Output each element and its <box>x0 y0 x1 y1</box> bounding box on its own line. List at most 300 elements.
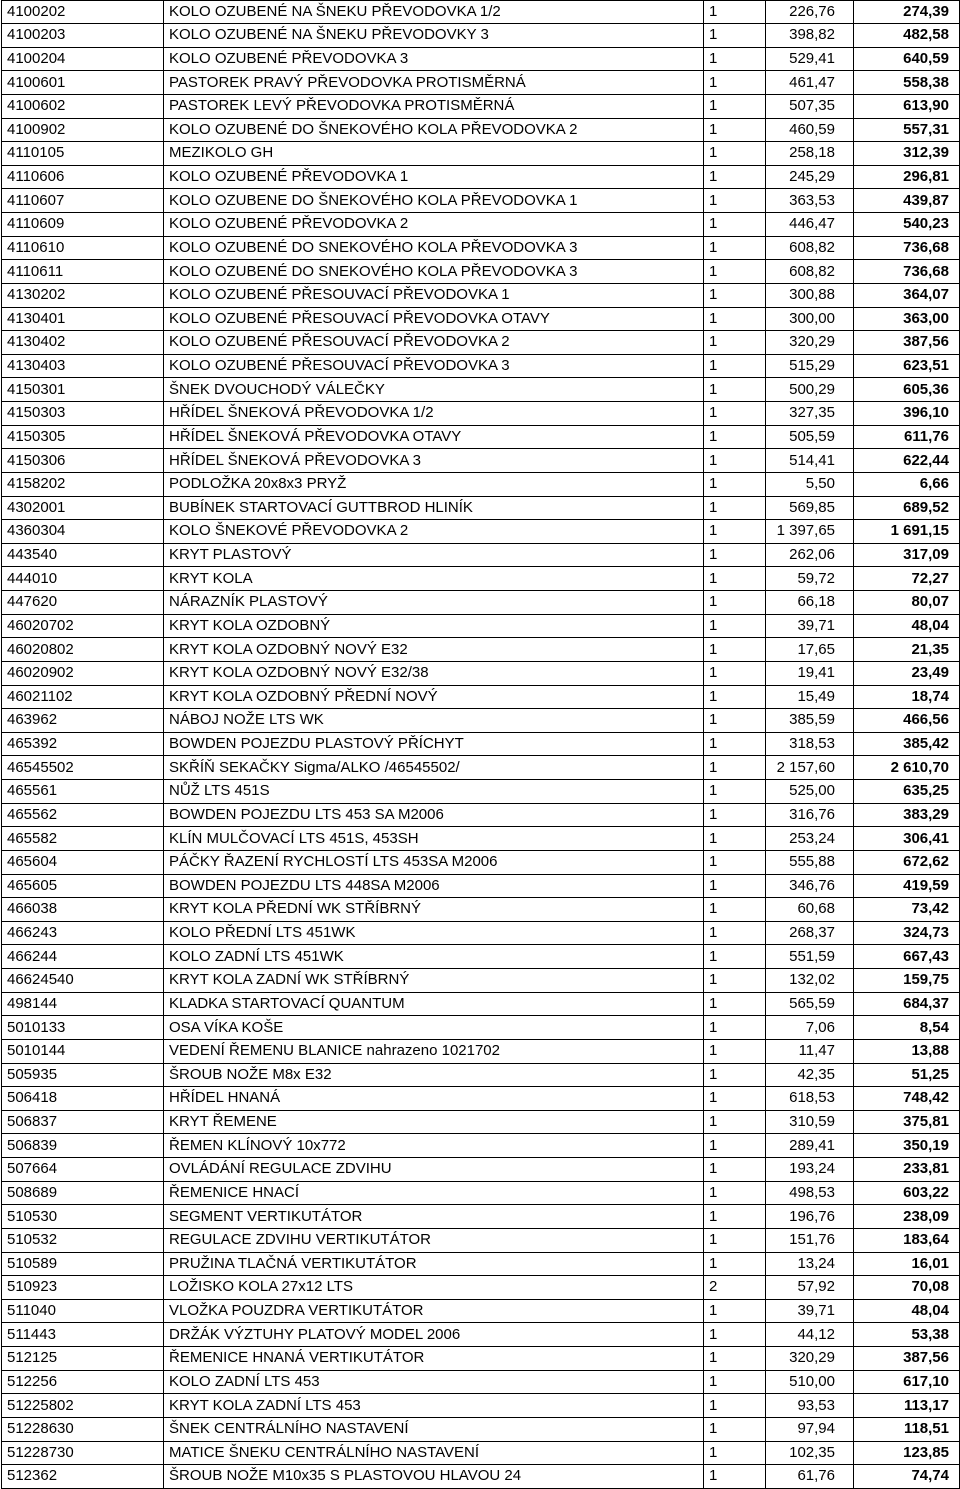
item-price-vat-cell: 396,10 <box>854 402 960 426</box>
table-row <box>2 1441 960 1465</box>
item-code-cell: 4100203 <box>2 24 164 48</box>
table-row <box>2 496 960 520</box>
table-row <box>2 71 960 95</box>
item-name-cell: KRYT ŘEMENE <box>164 1110 704 1134</box>
item-price-vat-cell: 387,56 <box>854 331 960 355</box>
table-row <box>2 992 960 1016</box>
item-code-cell: 512362 <box>2 1465 164 1489</box>
item-price-vat-cell: 640,59 <box>854 47 960 71</box>
item-code-cell: 46020802 <box>2 638 164 662</box>
item-price-vat-cell: 13,88 <box>854 1039 960 1063</box>
item-price-vat-cell: 635,25 <box>854 780 960 804</box>
item-price-cell: 507,35 <box>766 94 854 118</box>
item-price-vat-cell: 736,68 <box>854 260 960 284</box>
item-price-vat-cell: 118,51 <box>854 1417 960 1441</box>
item-code-cell: 4100602 <box>2 94 164 118</box>
table-row <box>2 567 960 591</box>
item-code-cell: 4100202 <box>2 1 164 24</box>
item-price-cell: 515,29 <box>766 354 854 378</box>
item-quantity-cell: 1 <box>704 283 766 307</box>
item-price-cell: 258,18 <box>766 142 854 166</box>
item-quantity-cell: 1 <box>704 354 766 378</box>
item-price-cell: 460,59 <box>766 118 854 142</box>
item-name-cell: MATICE ŠNEKU CENTRÁLNÍHO NASTAVENÍ <box>164 1441 704 1465</box>
item-quantity-cell: 1 <box>704 827 766 851</box>
item-name-cell: KOLO OZUBENÉ PŘEVODOVKA 1 <box>164 165 704 189</box>
item-name-cell: BOWDEN POJEZDU LTS 448SA M2006 <box>164 874 704 898</box>
item-price-cell: 245,29 <box>766 165 854 189</box>
item-quantity-cell: 1 <box>704 661 766 685</box>
item-price-vat-cell: 350,19 <box>854 1134 960 1158</box>
item-code-cell: 506837 <box>2 1110 164 1134</box>
item-price-cell: 498,53 <box>766 1181 854 1205</box>
item-code-cell: 4150305 <box>2 425 164 449</box>
item-code-cell: 4100204 <box>2 47 164 71</box>
item-price-cell: 1 397,65 <box>766 520 854 544</box>
item-code-cell: 51225802 <box>2 1394 164 1418</box>
item-quantity-cell: 1 <box>704 1347 766 1371</box>
item-price-vat-cell: 736,68 <box>854 236 960 260</box>
item-name-cell: ŘEMEN KLÍNOVÝ 10x772 <box>164 1134 704 1158</box>
table-row <box>2 378 960 402</box>
item-price-vat-cell: 324,73 <box>854 921 960 945</box>
item-quantity-cell: 1 <box>704 969 766 993</box>
item-price-cell: 316,76 <box>766 803 854 827</box>
item-code-cell: 4150303 <box>2 402 164 426</box>
item-quantity-cell: 1 <box>704 260 766 284</box>
item-quantity-cell: 2 <box>704 1276 766 1300</box>
item-name-cell: BOWDEN POJEZDU LTS 453 SA M2006 <box>164 803 704 827</box>
item-name-cell: OSA VÍKA KOŠE <box>164 1016 704 1040</box>
item-code-cell: 46021102 <box>2 685 164 709</box>
item-quantity-cell: 1 <box>704 1039 766 1063</box>
item-code-cell: 465582 <box>2 827 164 851</box>
item-price-cell: 327,35 <box>766 402 854 426</box>
item-price-vat-cell: 387,56 <box>854 1347 960 1371</box>
item-quantity-cell: 1 <box>704 1394 766 1418</box>
table-row <box>2 1417 960 1441</box>
item-quantity-cell: 1 <box>704 614 766 638</box>
item-name-cell: NÁBOJ NOŽE LTS WK <box>164 709 704 733</box>
item-price-vat-cell: 466,56 <box>854 709 960 733</box>
item-price-cell: 565,59 <box>766 992 854 1016</box>
item-price-cell: 320,29 <box>766 1347 854 1371</box>
item-price-cell: 618,53 <box>766 1087 854 1111</box>
item-code-cell: 4302001 <box>2 496 164 520</box>
item-quantity-cell: 1 <box>704 165 766 189</box>
table-row <box>2 520 960 544</box>
table-row <box>2 780 960 804</box>
item-name-cell: LOŽISKO KOLA 27x12 LTS <box>164 1276 704 1300</box>
table-row <box>2 898 960 922</box>
item-code-cell: 444010 <box>2 567 164 591</box>
item-price-cell: 151,76 <box>766 1228 854 1252</box>
item-code-cell: 4130403 <box>2 354 164 378</box>
item-name-cell: KRYT KOLA ZADNÍ LTS 453 <box>164 1394 704 1418</box>
item-quantity-cell: 1 <box>704 1370 766 1394</box>
item-code-cell: 465604 <box>2 850 164 874</box>
table-row <box>2 1205 960 1229</box>
table-row <box>2 827 960 851</box>
item-name-cell: ŠROUB NOŽE M8x E32 <box>164 1063 704 1087</box>
table-row <box>2 189 960 213</box>
table-row <box>2 709 960 733</box>
item-price-cell: 253,24 <box>766 827 854 851</box>
item-price-vat-cell: 622,44 <box>854 449 960 473</box>
item-quantity-cell: 1 <box>704 307 766 331</box>
item-price-cell: 61,76 <box>766 1465 854 1489</box>
item-quantity-cell: 1 <box>704 1016 766 1040</box>
price-table-body <box>2 1 960 1489</box>
item-price-cell: 608,82 <box>766 236 854 260</box>
table-row <box>2 1276 960 1300</box>
item-quantity-cell: 1 <box>704 1158 766 1182</box>
item-quantity-cell: 1 <box>704 378 766 402</box>
item-name-cell: VEDENÍ ŘEMENU BLANICE nahrazeno 1021702 <box>164 1039 704 1063</box>
item-code-cell: 4130402 <box>2 331 164 355</box>
item-code-cell: 51228630 <box>2 1417 164 1441</box>
item-code-cell: 4110607 <box>2 189 164 213</box>
item-price-cell: 13,24 <box>766 1252 854 1276</box>
item-price-vat-cell: 74,74 <box>854 1465 960 1489</box>
item-quantity-cell: 1 <box>704 1205 766 1229</box>
item-price-vat-cell: 383,29 <box>854 803 960 827</box>
item-code-cell: 511443 <box>2 1323 164 1347</box>
item-name-cell: SKŘÍŇ SEKAČKY Sigma/ALKO /46545502/ <box>164 756 704 780</box>
table-row <box>2 24 960 48</box>
item-quantity-cell: 1 <box>704 520 766 544</box>
item-name-cell: KOLO OZUBENÉ DO ŠNEKOVÉHO KOLA PŘEVODOVKA 2 <box>164 118 704 142</box>
item-price-cell: 11,47 <box>766 1039 854 1063</box>
table-row <box>2 945 960 969</box>
item-name-cell: ŠNEK DVOUCHODÝ VÁLEČKY <box>164 378 704 402</box>
item-price-vat-cell: 21,35 <box>854 638 960 662</box>
item-name-cell: KOLO OZUBENÉ PŘEVODOVKA 3 <box>164 47 704 71</box>
item-quantity-cell: 1 <box>704 1441 766 1465</box>
item-quantity-cell: 1 <box>704 94 766 118</box>
item-code-cell: 5010144 <box>2 1039 164 1063</box>
item-quantity-cell: 1 <box>704 402 766 426</box>
item-quantity-cell: 1 <box>704 1063 766 1087</box>
item-name-cell: KRYT PLASTOVÝ <box>164 543 704 567</box>
table-row <box>2 1087 960 1111</box>
table-row <box>2 449 960 473</box>
table-row <box>2 213 960 237</box>
item-price-vat-cell: 603,22 <box>854 1181 960 1205</box>
item-code-cell: 466244 <box>2 945 164 969</box>
item-name-cell: BUBÍNEK STARTOVACÍ GUTTBROD HLINÍK <box>164 496 704 520</box>
table-row <box>2 283 960 307</box>
item-price-cell: 461,47 <box>766 71 854 95</box>
item-price-vat-cell: 317,09 <box>854 543 960 567</box>
table-row <box>2 118 960 142</box>
item-name-cell: ŘEMENICE HNACÍ <box>164 1181 704 1205</box>
item-quantity-cell: 1 <box>704 1228 766 1252</box>
item-code-cell: 4110609 <box>2 213 164 237</box>
table-row <box>2 1039 960 1063</box>
item-price-vat-cell: 605,36 <box>854 378 960 402</box>
item-price-vat-cell: 1 691,15 <box>854 520 960 544</box>
item-name-cell: PÁČKY ŘAZENÍ RYCHLOSTÍ LTS 453SA M2006 <box>164 850 704 874</box>
item-name-cell: KOLO ŠNEKOVÉ PŘEVODOVKA 2 <box>164 520 704 544</box>
item-price-vat-cell: 540,23 <box>854 213 960 237</box>
item-code-cell: 4130202 <box>2 283 164 307</box>
table-row <box>2 614 960 638</box>
table-row <box>2 142 960 166</box>
item-code-cell: 510923 <box>2 1276 164 1300</box>
item-quantity-cell: 1 <box>704 1181 766 1205</box>
item-name-cell: KLADKA STARTOVACÍ QUANTUM <box>164 992 704 1016</box>
item-code-cell: 4110105 <box>2 142 164 166</box>
item-price-cell: 226,76 <box>766 1 854 24</box>
item-code-cell: 465605 <box>2 874 164 898</box>
item-price-vat-cell: 18,74 <box>854 685 960 709</box>
price-list-sheet <box>1 0 959 1489</box>
item-code-cell: 4158202 <box>2 472 164 496</box>
item-price-cell: 300,00 <box>766 307 854 331</box>
item-price-vat-cell: 672,62 <box>854 850 960 874</box>
item-price-vat-cell: 482,58 <box>854 24 960 48</box>
table-row <box>2 1370 960 1394</box>
item-price-cell: 66,18 <box>766 591 854 615</box>
item-code-cell: 46020902 <box>2 661 164 685</box>
item-name-cell: ŠROUB NOŽE M10x35 S PLASTOVOU HLAVOU 24 <box>164 1465 704 1489</box>
item-quantity-cell: 1 <box>704 1417 766 1441</box>
item-quantity-cell: 1 <box>704 236 766 260</box>
item-name-cell: KOLO OZUBENE DO ŠNEKOVÉHO KOLA PŘEVODOVKA 1 <box>164 189 704 213</box>
item-name-cell: KRYT KOLA ZADNÍ WK STŘÍBRNÝ <box>164 969 704 993</box>
item-name-cell: PASTOREK LEVÝ PŘEVODOVKA PROTISMĚRNÁ <box>164 94 704 118</box>
item-price-vat-cell: 611,76 <box>854 425 960 449</box>
item-quantity-cell: 1 <box>704 921 766 945</box>
item-price-vat-cell: 233,81 <box>854 1158 960 1182</box>
table-row <box>2 472 960 496</box>
item-name-cell: KRYT KOLA OZDOBNÝ PŘEDNÍ NOVÝ <box>164 685 704 709</box>
item-code-cell: 4100902 <box>2 118 164 142</box>
item-code-cell: 5010133 <box>2 1016 164 1040</box>
item-quantity-cell: 1 <box>704 898 766 922</box>
item-price-cell: 310,59 <box>766 1110 854 1134</box>
item-code-cell: 466038 <box>2 898 164 922</box>
item-price-vat-cell: 48,04 <box>854 614 960 638</box>
item-code-cell: 510589 <box>2 1252 164 1276</box>
price-table <box>1 0 960 1489</box>
item-price-cell: 608,82 <box>766 260 854 284</box>
item-price-vat-cell: 363,00 <box>854 307 960 331</box>
item-quantity-cell: 1 <box>704 1323 766 1347</box>
item-quantity-cell: 1 <box>704 638 766 662</box>
item-name-cell: KOLO OZUBENÉ NA ŠNEKU PŘEVODOVKA 1/2 <box>164 1 704 24</box>
item-name-cell: DRŽÁK VÝZTUHY PLATOVÝ MODEL 2006 <box>164 1323 704 1347</box>
item-code-cell: 4110606 <box>2 165 164 189</box>
item-price-vat-cell: 16,01 <box>854 1252 960 1276</box>
table-row <box>2 1465 960 1489</box>
item-price-vat-cell: 72,27 <box>854 567 960 591</box>
item-name-cell: KRYT KOLA OZDOBNÝ NOVÝ E32 <box>164 638 704 662</box>
item-price-cell: 5,50 <box>766 472 854 496</box>
table-row <box>2 1181 960 1205</box>
item-name-cell: PASTOREK PRAVÝ PŘEVODOVKA PROTISMĚRNÁ <box>164 71 704 95</box>
item-quantity-cell: 1 <box>704 213 766 237</box>
table-row <box>2 685 960 709</box>
table-row <box>2 969 960 993</box>
item-code-cell: 51228730 <box>2 1441 164 1465</box>
item-name-cell: OVLÁDÁNÍ REGULACE ZDVIHU <box>164 1158 704 1182</box>
item-price-vat-cell: 48,04 <box>854 1299 960 1323</box>
table-row <box>2 307 960 331</box>
table-row <box>2 1323 960 1347</box>
item-price-cell: 320,29 <box>766 331 854 355</box>
item-price-cell: 39,71 <box>766 1299 854 1323</box>
item-quantity-cell: 1 <box>704 1465 766 1489</box>
table-row <box>2 921 960 945</box>
item-price-vat-cell: 558,38 <box>854 71 960 95</box>
item-code-cell: 46545502 <box>2 756 164 780</box>
item-price-vat-cell: 385,42 <box>854 732 960 756</box>
table-row <box>2 661 960 685</box>
item-code-cell: 507664 <box>2 1158 164 1182</box>
item-quantity-cell: 1 <box>704 496 766 520</box>
item-quantity-cell: 1 <box>704 24 766 48</box>
item-quantity-cell: 1 <box>704 756 766 780</box>
item-code-cell: 465562 <box>2 803 164 827</box>
item-price-cell: 42,35 <box>766 1063 854 1087</box>
item-price-cell: 39,71 <box>766 614 854 638</box>
item-code-cell: 466243 <box>2 921 164 945</box>
item-price-cell: 318,53 <box>766 732 854 756</box>
item-name-cell: BOWDEN POJEZDU PLASTOVÝ PŘÍCHYT <box>164 732 704 756</box>
table-row <box>2 803 960 827</box>
item-price-vat-cell: 667,43 <box>854 945 960 969</box>
item-quantity-cell: 1 <box>704 472 766 496</box>
item-name-cell: KOLO OZUBENÉ PŘESOUVACÍ PŘEVODOVKA 2 <box>164 331 704 355</box>
item-quantity-cell: 1 <box>704 331 766 355</box>
item-quantity-cell: 1 <box>704 945 766 969</box>
item-code-cell: 4360304 <box>2 520 164 544</box>
table-row <box>2 165 960 189</box>
item-name-cell: KOLO OZUBENÉ NA ŠNEKU PŘEVODOVKY 3 <box>164 24 704 48</box>
table-row <box>2 1016 960 1040</box>
item-price-cell: 268,37 <box>766 921 854 945</box>
item-name-cell: KRYT KOLA OZDOBNÝ <box>164 614 704 638</box>
item-price-vat-cell: 439,87 <box>854 189 960 213</box>
item-price-vat-cell: 364,07 <box>854 283 960 307</box>
item-price-cell: 97,94 <box>766 1417 854 1441</box>
item-price-vat-cell: 238,09 <box>854 1205 960 1229</box>
item-price-vat-cell: 113,17 <box>854 1394 960 1418</box>
item-name-cell: KOLO PŘEDNÍ LTS 451WK <box>164 921 704 945</box>
item-code-cell: 4150301 <box>2 378 164 402</box>
item-code-cell: 4100601 <box>2 71 164 95</box>
item-quantity-cell: 1 <box>704 71 766 95</box>
item-name-cell: MEZIKOLO GH <box>164 142 704 166</box>
item-quantity-cell: 1 <box>704 874 766 898</box>
item-price-cell: 17,65 <box>766 638 854 662</box>
item-price-vat-cell: 70,08 <box>854 1276 960 1300</box>
table-row <box>2 331 960 355</box>
item-code-cell: 463962 <box>2 709 164 733</box>
item-price-cell: 7,06 <box>766 1016 854 1040</box>
item-name-cell: KOLO OZUBENÉ DO SNEKOVÉHO KOLA PŘEVODOVKA 3 <box>164 236 704 260</box>
item-quantity-cell: 1 <box>704 685 766 709</box>
item-price-vat-cell: 183,64 <box>854 1228 960 1252</box>
item-quantity-cell: 1 <box>704 142 766 166</box>
table-row <box>2 1228 960 1252</box>
item-price-vat-cell: 419,59 <box>854 874 960 898</box>
item-name-cell: NŮŽ LTS 451S <box>164 780 704 804</box>
table-row <box>2 260 960 284</box>
item-price-cell: 44,12 <box>766 1323 854 1347</box>
item-quantity-cell: 1 <box>704 591 766 615</box>
table-row <box>2 1252 960 1276</box>
item-price-vat-cell: 684,37 <box>854 992 960 1016</box>
item-price-vat-cell: 557,31 <box>854 118 960 142</box>
table-row <box>2 1134 960 1158</box>
table-row <box>2 756 960 780</box>
item-price-cell: 19,41 <box>766 661 854 685</box>
item-price-cell: 60,68 <box>766 898 854 922</box>
item-quantity-cell: 1 <box>704 709 766 733</box>
item-price-cell: 385,59 <box>766 709 854 733</box>
item-price-vat-cell: 306,41 <box>854 827 960 851</box>
table-row <box>2 732 960 756</box>
item-name-cell: KRYT KOLA PŘEDNÍ WK STŘÍBRNÝ <box>164 898 704 922</box>
table-row <box>2 591 960 615</box>
item-price-cell: 500,29 <box>766 378 854 402</box>
item-quantity-cell: 1 <box>704 543 766 567</box>
item-price-vat-cell: 123,85 <box>854 1441 960 1465</box>
table-row <box>2 1158 960 1182</box>
item-quantity-cell: 1 <box>704 992 766 1016</box>
table-row <box>2 354 960 378</box>
table-row <box>2 1299 960 1323</box>
item-price-cell: 57,92 <box>766 1276 854 1300</box>
item-price-vat-cell: 274,39 <box>854 1 960 24</box>
item-price-vat-cell: 6,66 <box>854 472 960 496</box>
item-price-vat-cell: 159,75 <box>854 969 960 993</box>
item-name-cell: HŘÍDEL HNANÁ <box>164 1087 704 1111</box>
item-quantity-cell: 1 <box>704 803 766 827</box>
item-quantity-cell: 1 <box>704 1252 766 1276</box>
table-row <box>2 236 960 260</box>
item-name-cell: HŘÍDEL ŠNEKOVÁ PŘEVODOVKA 3 <box>164 449 704 473</box>
item-code-cell: 4110611 <box>2 260 164 284</box>
item-price-cell: 363,53 <box>766 189 854 213</box>
item-code-cell: 506418 <box>2 1087 164 1111</box>
table-row <box>2 94 960 118</box>
item-price-vat-cell: 53,38 <box>854 1323 960 1347</box>
item-price-cell: 196,76 <box>766 1205 854 1229</box>
table-row <box>2 543 960 567</box>
table-row <box>2 1347 960 1371</box>
item-price-vat-cell: 748,42 <box>854 1087 960 1111</box>
item-quantity-cell: 1 <box>704 449 766 473</box>
item-name-cell: ŘEMENICE HNANÁ VERTIKUTÁTOR <box>164 1347 704 1371</box>
item-quantity-cell: 1 <box>704 732 766 756</box>
item-code-cell: 4150306 <box>2 449 164 473</box>
item-name-cell: REGULACE ZDVIHU VERTIKUTÁTOR <box>164 1228 704 1252</box>
item-price-cell: 505,59 <box>766 425 854 449</box>
item-code-cell: 510532 <box>2 1228 164 1252</box>
item-name-cell: KOLO OZUBENÉ PŘESOUVACÍ PŘEVODOVKA 1 <box>164 283 704 307</box>
item-name-cell: KOLO OZUBENÉ PŘEVODOVKA 2 <box>164 213 704 237</box>
item-quantity-cell: 1 <box>704 850 766 874</box>
table-row <box>2 1110 960 1134</box>
item-price-vat-cell: 312,39 <box>854 142 960 166</box>
item-name-cell: NÁRAZNÍK PLASTOVÝ <box>164 591 704 615</box>
item-price-cell: 132,02 <box>766 969 854 993</box>
item-price-vat-cell: 375,81 <box>854 1110 960 1134</box>
